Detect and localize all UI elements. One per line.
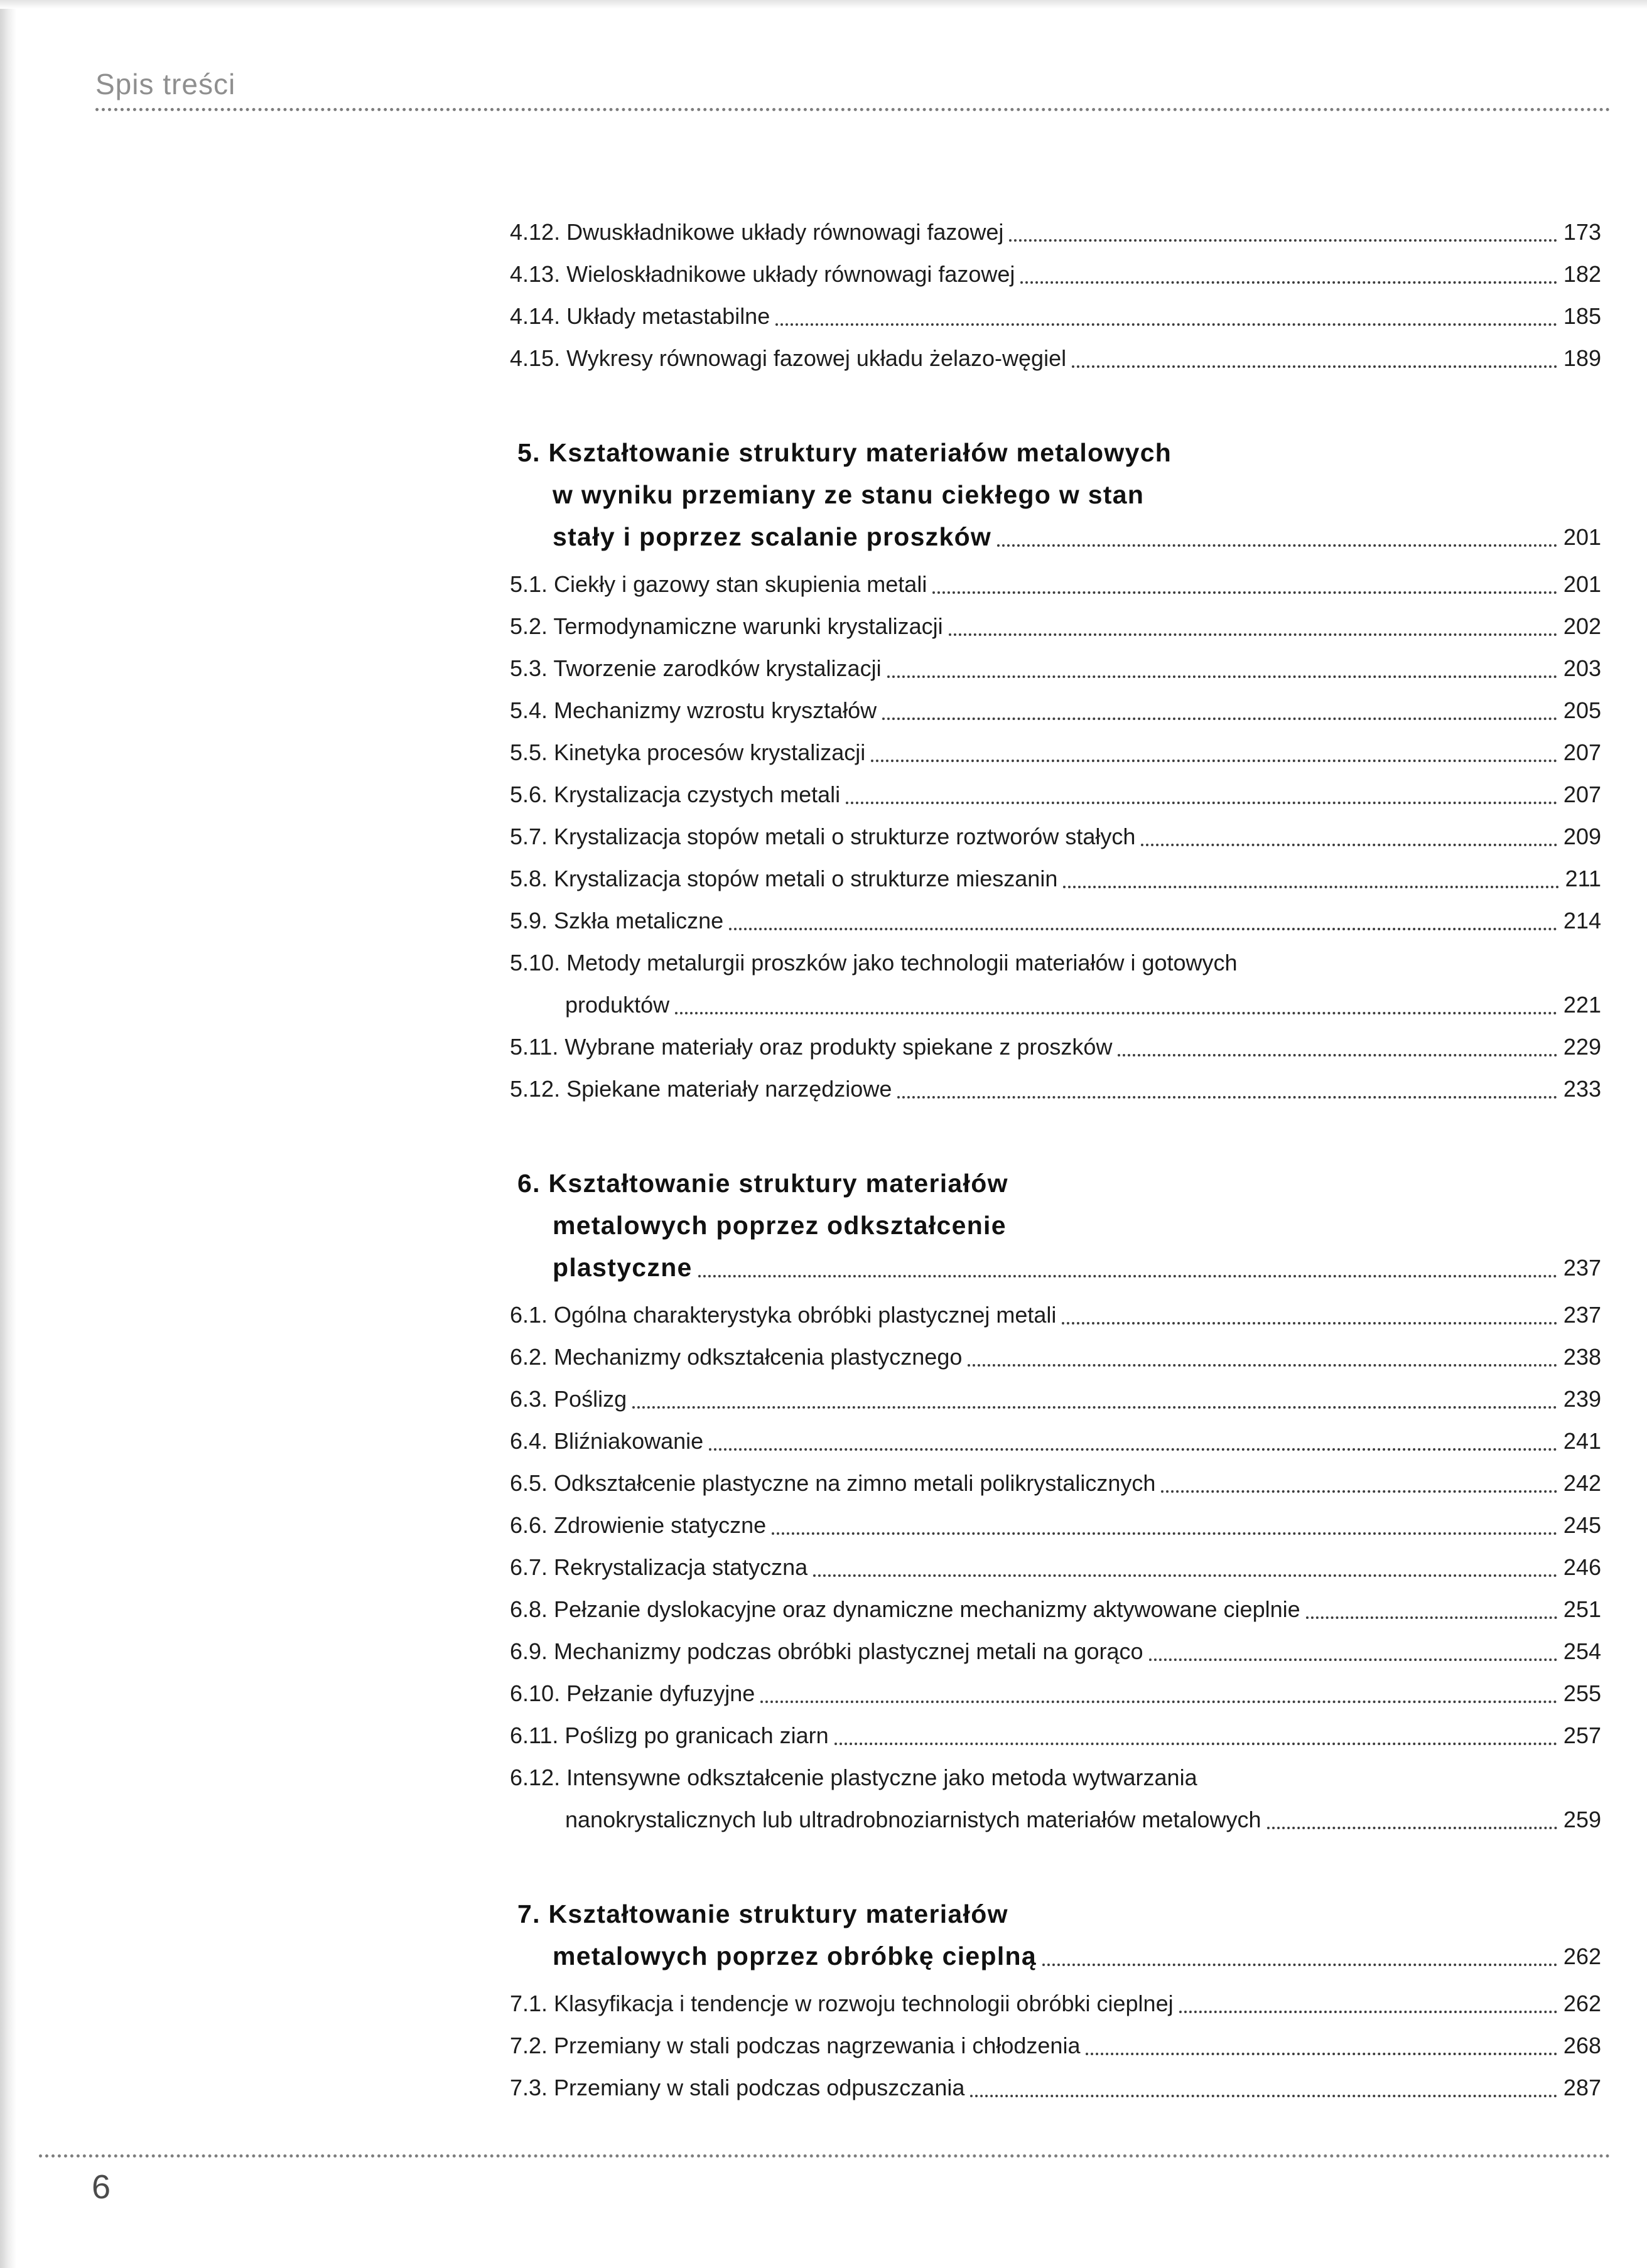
toc-entry [510, 295, 1601, 337]
chapter-title-line: w wyniku przemiany ze stanu ciekłego w stan [553, 480, 1145, 509]
entry-row [510, 900, 1601, 942]
toc-entry [510, 1026, 1601, 1068]
dot-leader [1042, 1964, 1557, 1966]
entry-row [510, 1504, 1601, 1546]
chapter-title-row [517, 1247, 1601, 1289]
toc-entry [510, 1068, 1601, 1110]
toc-entry [510, 731, 1601, 773]
entry-page-number: 233 [1563, 1076, 1601, 1102]
entry-row [510, 1798, 1601, 1841]
page-footer [39, 2154, 1611, 2206]
entry-label: 6.6. Zdrowienie statyczne [510, 1512, 767, 1538]
entry-row [510, 1588, 1601, 1630]
dot-leader [949, 633, 1557, 636]
chapter-title-line: 6. Kształtowanie struktury materiałów [517, 1169, 1008, 1198]
entry-row [510, 1982, 1601, 2024]
toc-entry [510, 2024, 1601, 2066]
footer-dotted-rule [39, 2154, 1611, 2158]
entry-row [510, 984, 1601, 1026]
toc-entry [510, 900, 1601, 942]
entry-row [510, 647, 1601, 689]
entry-label: 7.3. Przemiany w stali podczas odpuszczania [510, 2075, 965, 2100]
toc-entry [510, 857, 1601, 900]
toc-entry [510, 1504, 1601, 1546]
dot-leader [1086, 2053, 1557, 2055]
dot-leader [1141, 844, 1557, 846]
entry-label: 5.3. Tworzenie zarodków krystalizacji [510, 655, 882, 681]
entry-row [510, 2066, 1601, 2109]
dot-leader [1062, 1322, 1557, 1325]
entry-label: 4.14. Układy metastabilne [510, 303, 770, 329]
entry-page-number: 203 [1563, 655, 1601, 681]
chapter-title-row [517, 1935, 1601, 1977]
entry-label: 5.6. Krystalizacja czystych metali [510, 782, 841, 807]
entry-label-line1: 6.12. Intensywne odkształcenie plastyczne jako metoda wytwarzania [510, 1765, 1197, 1790]
entry-row [510, 1672, 1601, 1714]
entry-label: 5.12. Spiekane materiały narzędziowe [510, 1076, 892, 1102]
toc-entry [510, 1462, 1601, 1504]
chapter-title-text: stały i poprzez scalanie proszków [553, 522, 992, 551]
dot-leader [1179, 2011, 1557, 2013]
entry-row [510, 1026, 1601, 1068]
dot-leader [1306, 1616, 1557, 1619]
entry-label: 7.1. Klasyfikacja i tendencje w rozwoju technologii obróbki cieplnej [510, 1991, 1174, 2016]
entry-label: 5.2. Termodynamiczne warunki krystalizacji [510, 613, 943, 639]
entry-page-number: 242 [1563, 1470, 1601, 1496]
entry-label: 4.15. Wykresy równowagi fazowej układu żelazo-węgiel [510, 345, 1067, 371]
dot-leader [1161, 1490, 1557, 1493]
dot-leader [1063, 886, 1558, 888]
dot-leader [871, 760, 1557, 762]
toc-entry [510, 1756, 1601, 1841]
entry-row [510, 563, 1601, 605]
entry-row [510, 689, 1601, 731]
entry-page-number: 259 [1563, 1807, 1601, 1832]
dot-leader [1267, 1827, 1557, 1829]
dot-leader [1009, 239, 1557, 242]
entry-label: 6.3. Poślizg [510, 1386, 627, 1412]
dot-leader [968, 1364, 1557, 1367]
entry-page-number: 245 [1563, 1512, 1601, 1538]
entry-row [510, 337, 1601, 379]
chapter-title-line: metalowych poprzez odkształcenie [553, 1211, 1007, 1240]
chapter-title-line: 5. Kształtowanie struktury materiałów metalowych [517, 438, 1172, 467]
entry-page-number: 246 [1563, 1554, 1601, 1580]
toc-entry [510, 1546, 1601, 1588]
entry-label: 6.4. Bliźniakowanie [510, 1428, 704, 1454]
entry-label: 7.2. Przemiany w stali podczas nagrzewania i chłodzenia [510, 2033, 1081, 2058]
toc-entry [510, 337, 1601, 379]
entry-page-number: 255 [1563, 1680, 1601, 1706]
entry-page-number: 262 [1563, 1991, 1601, 2016]
chapter-heading [510, 432, 1601, 558]
toc-entry [510, 1420, 1601, 1462]
entry-page-number: 237 [1563, 1302, 1601, 1328]
dot-leader [813, 1574, 1557, 1577]
chapter-title-line: 7. Kształtowanie struktury materiałów [517, 1900, 1008, 1928]
dot-leader [1149, 1658, 1557, 1661]
toc-entry [510, 1630, 1601, 1672]
toc-entry [510, 2066, 1601, 2109]
entry-row [510, 1630, 1601, 1672]
entry-row [510, 1462, 1601, 1504]
dot-leader [887, 675, 1557, 678]
entry-row [510, 1378, 1601, 1420]
dot-leader [632, 1406, 1557, 1409]
dot-leader [1020, 281, 1557, 284]
entry-page-number: 221 [1563, 992, 1601, 1018]
toc-entry [510, 605, 1601, 647]
entry-row [510, 731, 1601, 773]
entry-page-number: 201 [1563, 571, 1601, 597]
entry-page-number: 251 [1563, 1596, 1601, 1622]
toc-entry [510, 942, 1601, 1026]
entry-row [510, 1420, 1601, 1462]
toc-entry [510, 773, 1601, 815]
entry-label: 6.1. Ogólna charakterystyka obróbki plastycznej metali [510, 1302, 1057, 1328]
entry-row [510, 1336, 1601, 1378]
entry-label: 4.12. Dwuskładnikowe układy równowagi fazowej [510, 219, 1004, 245]
toc-entry [510, 1672, 1601, 1714]
entry-page-number: 189 [1563, 345, 1601, 371]
entry-label: 5.8. Krystalizacja stopów metali o strukturze mieszanin [510, 866, 1058, 891]
dot-leader [834, 1743, 1557, 1745]
dot-leader [775, 323, 1557, 326]
page-number: 6 [92, 2168, 111, 2206]
toc-entry [510, 1378, 1601, 1420]
toc-entry [510, 253, 1601, 295]
entry-page-number: 229 [1563, 1034, 1601, 1060]
toc-list [510, 211, 1601, 2109]
chapter-heading [510, 1163, 1601, 1289]
entry-page-number: 209 [1563, 824, 1601, 849]
entry-label: 5.7. Krystalizacja stopów metali o strukturze roztworów stałych [510, 824, 1136, 849]
toc-entry [510, 1982, 1601, 2024]
dot-leader [932, 591, 1557, 594]
dot-leader [675, 1012, 1557, 1014]
chapter-page-number: 262 [1563, 1943, 1601, 1969]
entry-row [510, 1546, 1601, 1588]
dot-leader [882, 717, 1557, 720]
entry-row [510, 815, 1601, 857]
toc-entry [510, 563, 1601, 605]
dot-leader [729, 928, 1557, 930]
entry-row [510, 211, 1601, 253]
entry-row [510, 1068, 1601, 1110]
chapter-heading [510, 1893, 1601, 1977]
dot-leader [1072, 365, 1557, 368]
toc-entry [510, 211, 1601, 253]
entry-label: 5.9. Szkła metaliczne [510, 908, 724, 933]
entry-page-number: 239 [1563, 1386, 1601, 1412]
entry-label: produktów [565, 992, 670, 1018]
entry-label: 6.10. Pełzanie dyfuzyjne [510, 1680, 755, 1706]
entry-label: 6.5. Odkształcenie plastyczne na zimno metali polikrystalicznych [510, 1470, 1156, 1496]
entry-row [510, 2024, 1601, 2066]
entry-page-number: 241 [1563, 1428, 1601, 1454]
entry-label: 5.1. Ciekły i gazowy stan skupienia metali [510, 571, 927, 597]
entry-label: 5.11. Wybrane materiały oraz produkty spiekane z proszków [510, 1034, 1113, 1060]
entry-row [510, 1714, 1601, 1756]
entry-page-number: 207 [1563, 739, 1601, 765]
entry-label-line1: 5.10. Metody metalurgii proszków jako technologii materiałów i gotowych [510, 950, 1238, 975]
page-header [95, 68, 1611, 111]
entry-page-number: 254 [1563, 1638, 1601, 1664]
entry-page-number: 257 [1563, 1722, 1601, 1748]
toc-entry [510, 815, 1601, 857]
entry-page-number: 202 [1563, 613, 1601, 639]
toc-entry [510, 1336, 1601, 1378]
chapter-title-row [517, 516, 1601, 558]
entry-page-number: 214 [1563, 908, 1601, 933]
dot-leader [846, 802, 1557, 804]
entry-row [510, 773, 1601, 815]
entry-label: 5.5. Kinetyka procesów krystalizacji [510, 739, 866, 765]
entry-page-number: 173 [1563, 219, 1601, 245]
entry-label: 4.13. Wieloskładnikowe układy równowagi fazowej [510, 261, 1015, 287]
entry-page-number: 207 [1563, 782, 1601, 807]
entry-page-number: 238 [1563, 1344, 1601, 1370]
page-header-title: Spis treści [95, 68, 236, 100]
dot-leader [897, 1096, 1557, 1099]
chapter-page-number: 201 [1563, 524, 1601, 550]
header-dotted-rule [95, 108, 1611, 111]
dot-leader [698, 1275, 1557, 1277]
entry-row [510, 1294, 1601, 1336]
entry-page-number: 268 [1563, 2033, 1601, 2058]
entry-row [510, 253, 1601, 295]
dot-leader [970, 2095, 1557, 2097]
entry-page-number: 205 [1563, 697, 1601, 723]
toc-entry [510, 1588, 1601, 1630]
entry-page-number: 211 [1565, 866, 1601, 891]
entry-label: 6.11. Poślizg po granicach ziarn [510, 1722, 829, 1748]
dot-leader [997, 544, 1557, 547]
entry-label: 6.7. Rekrystalizacja statyczna [510, 1554, 808, 1580]
chapter-title-text: plastyczne [553, 1253, 693, 1282]
toc-entry [510, 1714, 1601, 1756]
entry-page-number: 182 [1563, 261, 1601, 287]
toc-entry [510, 647, 1601, 689]
entry-label: 6.2. Mechanizmy odkształcenia plastycznego [510, 1344, 963, 1370]
toc-entry [510, 1294, 1601, 1336]
entry-row [510, 295, 1601, 337]
dot-leader [1118, 1054, 1557, 1056]
entry-page-number: 185 [1563, 303, 1601, 329]
entry-page-number: 287 [1563, 2075, 1601, 2100]
toc-entry [510, 689, 1601, 731]
chapter-title-text: metalowych poprzez obróbkę cieplną [553, 1942, 1037, 1970]
entry-row [510, 857, 1601, 900]
entry-row [510, 605, 1601, 647]
dot-leader [709, 1448, 1557, 1451]
chapter-page-number: 237 [1563, 1255, 1601, 1281]
entry-label: 5.4. Mechanizmy wzrostu kryształów [510, 697, 877, 723]
entry-label: nanokrystalicznych lub ultradrobnoziarnistych materiałów metalowych [565, 1807, 1261, 1832]
entry-label: 6.8. Pełzanie dyslokacyjne oraz dynamiczne mechanizmy aktywowane cieplnie [510, 1596, 1300, 1622]
dot-leader [772, 1532, 1557, 1535]
entry-label: 6.9. Mechanizmy podczas obróbki plastycznej metali na gorąco [510, 1638, 1143, 1664]
dot-leader [760, 1701, 1557, 1703]
